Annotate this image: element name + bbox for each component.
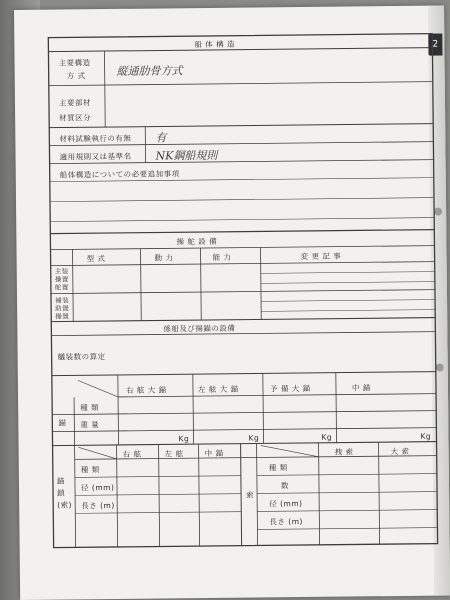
rope-col-hawser: 大 索 [390,446,410,457]
col-change-notes: 変 更 記 事 [300,251,342,262]
chain-row-length: 長さ (m) [81,500,115,511]
col-spare-anchor: 予 備 大 錨 [269,383,311,394]
chain-col-port: 左 舷 [164,449,184,459]
col-capacity: 能 力 [212,252,232,262]
rope-row-length: 長さ (m) [269,517,303,527]
form-page [14,5,450,599]
label-rope: 索 [246,490,255,500]
unit-kg-starboard: Kg [178,434,190,444]
label-anchor-chain: 錨鎖(索) [56,476,73,510]
value-applicable-rules: NK鋼船規則 [155,148,218,163]
label-material-test: 材料試験執行の有無 [59,133,132,144]
row-main-steering: 主装 操置 舵置 [54,267,69,292]
label-main-structure: 主要構造 [58,58,91,68]
col-port-anchor: 左 舷 大 錨 [197,384,239,395]
rope-row-count: 数 [280,481,290,491]
col-type: 型 式 [86,254,106,264]
label-equipment-number: 艤装数の算定 [57,352,106,362]
value-structure-method: 縦通肋骨方式 [116,64,183,78]
unit-kg-spare: Kg [321,432,333,442]
rope-row-diameter: 径 (mm) [269,499,303,509]
value-material-test: 有 [155,131,167,145]
label-anchor: 錨 [58,418,67,428]
col-starboard-anchor: 右 舷 大 錨 [125,385,167,395]
row-aux-steering: 補装 助置 操置 [55,296,70,321]
rope-col-towline: 拽 索 [334,447,354,457]
chain-col-stream: 中 錨 [204,448,224,459]
form-grid [14,5,450,599]
section-title-hull-structure: 船 体 構 造 [194,39,236,50]
label-material-class: 材質区分 [59,113,92,123]
label-main-members: 主要部材 [58,98,92,108]
rope-row-kind: 種 類 [268,463,288,473]
col-stream-anchor: 中 錨 [351,383,371,393]
chain-row-diameter: 径 (mm) [80,482,115,493]
unit-kg-stream: Kg [420,431,432,441]
chain-row-kind: 種 類 [80,465,100,475]
col-power: 動 力 [154,253,174,263]
row-anchor-kind: 種 類 [80,403,100,413]
label-additional-requirements: 船体構造についての必要追加事項 [59,169,180,180]
section-title-mooring: 係船及び揚錨の設備 [163,323,236,334]
unit-kg-port: Kg [248,433,260,443]
label-method: 方 式 [66,71,86,81]
row-anchor-weight: 重 量 [80,420,100,430]
chain-col-starboard: 右 舷 [122,449,142,459]
index-tab: 2 [428,34,442,56]
label-applicable-rules: 適用規則又は基準名 [59,151,132,162]
section-title-steering: 操 舵 設 備 [176,236,218,247]
